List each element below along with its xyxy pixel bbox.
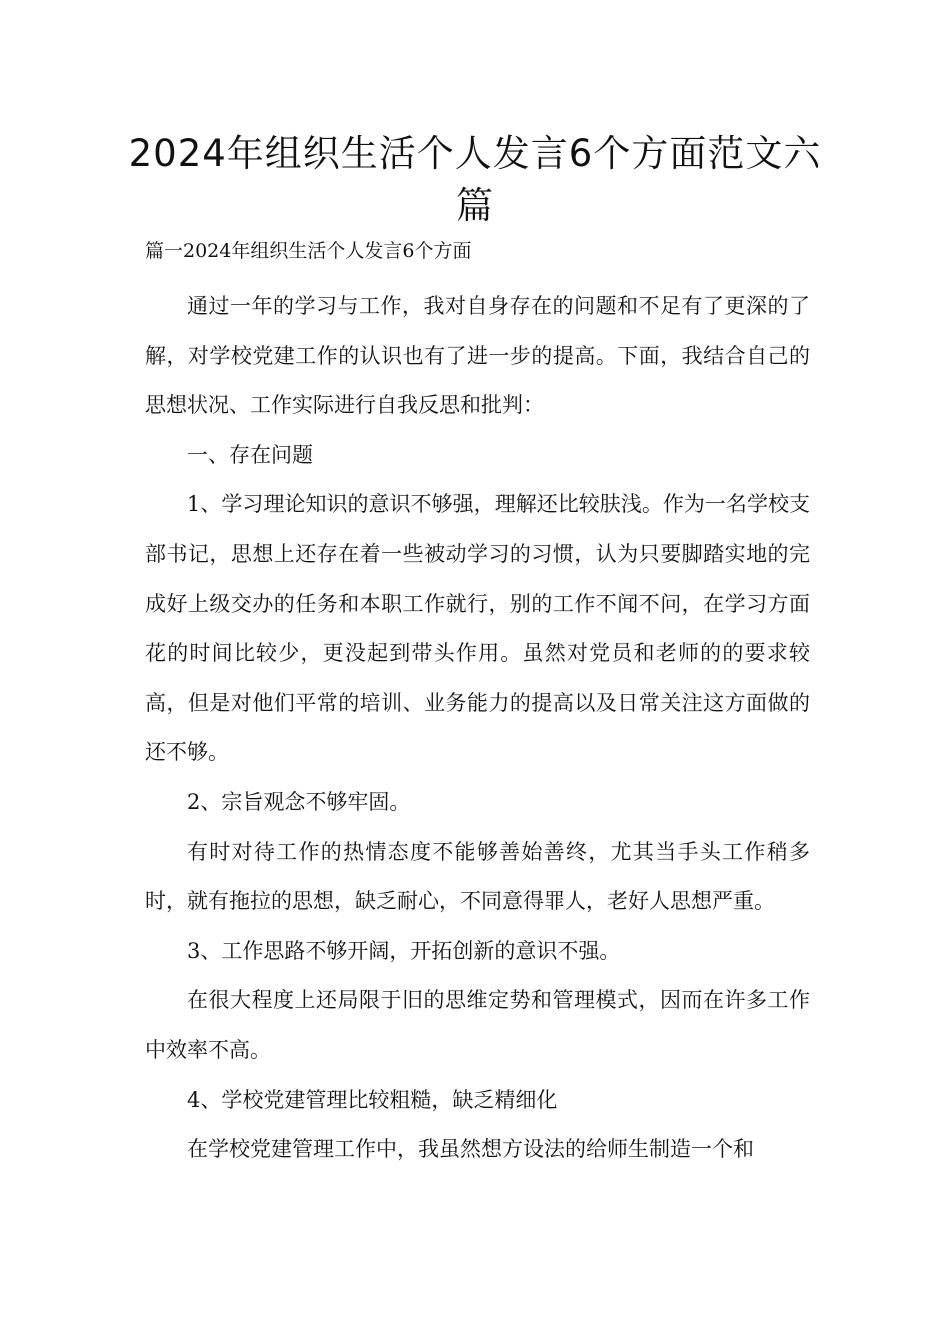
paragraph-item-2: 有时对待工作的热情态度不能够善始善终，尤其当手头工作稍多时，就有拖拉的思想，缺乏耐心，不同意得罪人，老好人思想严重。 bbox=[145, 839, 810, 914]
document-title: 2024年组织生活个人发言6个方面范文六篇 bbox=[128, 132, 822, 227]
paragraph-item-4-heading: 4、学校党建管理比较粗糙，缺乏精细化 bbox=[187, 1087, 558, 1112]
section-heading: 篇一2024年组织生活个人发言6个方面 bbox=[145, 240, 472, 262]
paragraph-item-3-heading: 3、工作思路不够开阔，开拓创新的意识不强。 bbox=[187, 938, 621, 963]
paragraph-intro: 通过一年的学习与工作，我对自身存在的问题和不足有了更深的了解，对学校党建工作的认识也有了进一步的提高。下面，我结合自己的思想状况、工作实际进行自我反思和批判： bbox=[145, 294, 810, 418]
paragraph-item-2-heading: 2、宗旨观念不够牢固。 bbox=[187, 789, 411, 814]
paragraph-item-1: 1、学习理论知识的意识不够强，理解还比较肤浅。作为一名学校支部书记，思想上还存在着一些被动学习的习惯，认为只要脚踏实地的完成好上级交办的任务和本职工作就行，别的工作不闻不问，在学习方面花的时间比较少，更没起到带头作用。虽然对党员和老师的的要求较高，但是对他们平常的培训、业务能力的提高以及日常关注这方面做的还不够。 bbox=[145, 492, 810, 765]
document-body bbox=[145, 282, 810, 1175]
heading-problems: 一、存在问题 bbox=[187, 442, 313, 467]
paragraph-item-4: 在学校党建管理工作中，我虽然想方设法的给师生制造一个和 bbox=[187, 1137, 754, 1162]
paragraph-item-3: 在很大程度上还局限于旧的思维定势和管理模式，因而在许多工作中效率不高。 bbox=[145, 988, 810, 1062]
